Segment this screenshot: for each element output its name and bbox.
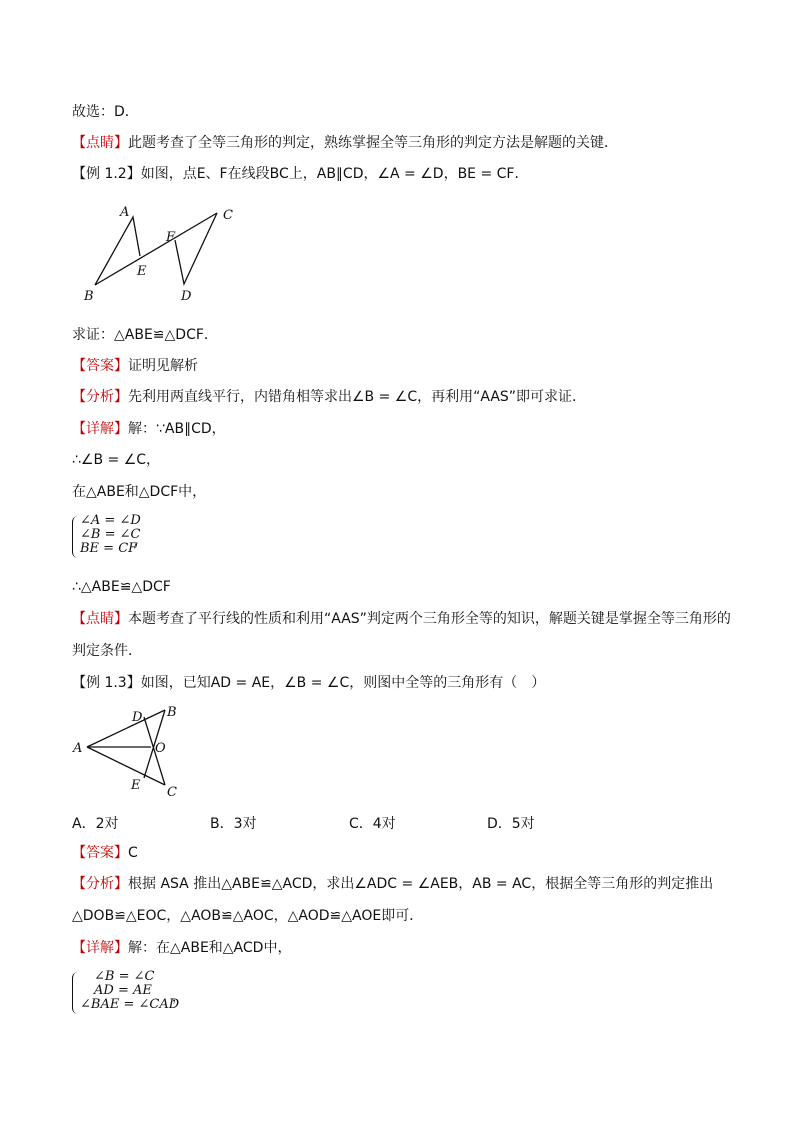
label-c: C: [167, 785, 177, 800]
comment-text: 此题考查了全等三角形的判定，熟练掌握全等三角形的判定方法是解题的关键．: [128, 135, 618, 151]
example-1-3-statement: 【例 1.3】如图，已知AD = AE，∠B = ∠C，则图中全等的三角形有（ ）: [72, 675, 546, 691]
system-row: ∠BAE = ∠CAD: [80, 997, 180, 1012]
brace-icon: [72, 516, 78, 558]
analysis-text: 根据 ASA 推出△ABE≌△ACD，求出∠ADC = ∠AEB，AB = AC，根据全等三角形的判定推出: [128, 876, 714, 892]
solution-tag: 【详解】: [72, 421, 128, 437]
text-line-answer-choice: 故选：D．: [72, 104, 139, 120]
analysis-line-1: [72, 387, 586, 407]
label-d: D: [181, 289, 192, 304]
system-row: BE = CF: [80, 541, 138, 556]
label-e: E: [137, 264, 147, 279]
segment-ab-ae: [95, 217, 140, 285]
answer-line-2: [72, 843, 138, 863]
system-row: ∠A = ∠D: [80, 513, 141, 528]
system-tail: ，: [172, 990, 186, 1005]
figure-1-2-diagram: [80, 200, 250, 310]
segment-bc: [95, 213, 217, 285]
label-f: F: [166, 230, 176, 245]
solution-tag: 【详解】: [72, 940, 128, 956]
comment-text: 本题考查了平行线的性质和利用“AAS”判定两个三角形全等的知识，解题关键是掌握全等三角形的: [128, 611, 731, 627]
solution-line-1: [72, 419, 226, 439]
analysis-tag: 【分析】: [72, 876, 128, 892]
label-a: A: [120, 205, 130, 220]
system-row: ∠B = ∠C: [94, 969, 155, 984]
system-row: ∠B = ∠C: [80, 527, 141, 542]
choice-c: C．4对: [349, 816, 396, 832]
answer-tag: 【答案】: [72, 358, 128, 374]
answer-line-1: [72, 356, 198, 376]
example-1-2-statement: 【例 1.2】如图，点E、F在线段BC上，AB∥CD，∠A = ∠D，BE = CF．: [72, 166, 529, 182]
label-a: A: [73, 741, 83, 756]
comment-tag: 【点睛】: [72, 611, 128, 627]
segment-ac: [87, 747, 165, 785]
brace-icon: [72, 972, 78, 1014]
label-d: D: [132, 710, 143, 725]
choice-a: A．2对: [72, 816, 119, 832]
prove-statement: 求证：△ABE≌△DCF．: [72, 327, 218, 343]
comment-line-2-cont: 判定条件．: [72, 643, 142, 659]
answer-tag: 【答案】: [72, 845, 128, 861]
text-line-comment: [72, 133, 618, 153]
solution-line-2: [72, 938, 291, 958]
label-o: O: [155, 741, 166, 756]
segment-ab: [87, 710, 165, 747]
label-b: B: [84, 289, 94, 304]
system-tail: ，: [134, 534, 148, 549]
solution-conclusion: ∴△ABE≌△DCF: [72, 579, 171, 595]
solution-step-triangles: 在△ABE和△DCF中，: [72, 484, 207, 500]
equation-system-2: [72, 970, 192, 1016]
answer-text: C: [128, 845, 138, 861]
analysis-tag: 【分析】: [72, 389, 128, 405]
segment-cd-df: [175, 213, 217, 284]
equation-system-1: [72, 514, 162, 560]
label-b: B: [167, 705, 177, 720]
figure-1-3-diagram: [70, 700, 190, 805]
analysis-line-2: [72, 874, 713, 894]
choice-b: B．3对: [210, 816, 257, 832]
system-row: AD = AE: [94, 983, 152, 998]
comment-tag: 【点睛】: [72, 135, 128, 151]
choice-d: D．5对: [487, 816, 535, 832]
solution-text: 解：∵AB∥CD，: [128, 421, 226, 437]
answer-text: 证明见解析: [128, 358, 198, 374]
label-e: E: [131, 778, 141, 793]
analysis-text: 先利用两直线平行，内错角相等求出∠B = ∠C，再利用“AAS”即可求证．: [128, 389, 587, 405]
label-c: C: [223, 208, 233, 223]
solution-text: 解：在△ABE和△ACD中，: [128, 940, 292, 956]
comment-line-2: [72, 609, 731, 629]
solution-step-angles: ∴∠B = ∠C，: [72, 452, 161, 468]
analysis-line-2-cont: △DOB≌△EOC，△AOB≌△AOC，△AOD≌△AOE即可．: [72, 908, 424, 924]
